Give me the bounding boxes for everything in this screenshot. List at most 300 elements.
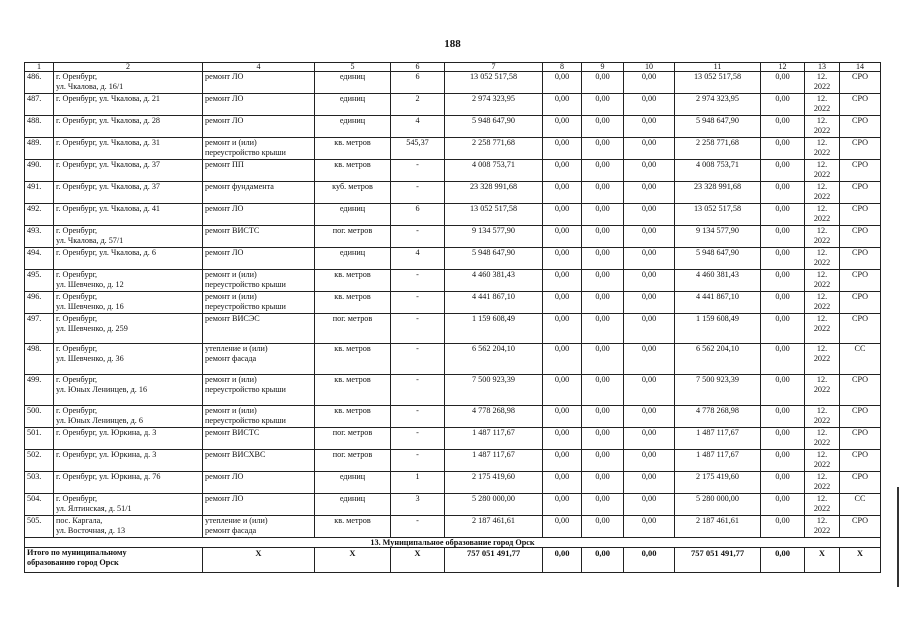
table-row [25,226,881,248]
address-cell: г. Оренбург, ул. Шевченко, д. 16 [54,292,203,314]
completion-month: 12. [816,248,828,257]
quantity-cell: 4 [391,248,445,270]
fund-cell: 0,00 [624,226,675,248]
address-cell: г. Оренбург, ул. Чкалова, д. 16/1 [54,72,203,94]
funding-method-cell: СРО [840,226,881,248]
fund-cell: 0,00 [543,160,582,182]
fund-cell: 0,00 [624,248,675,270]
fund-cell: 0,00 [582,226,624,248]
column-header: 12 [761,63,805,72]
total-cost-cell: 6 562 204,10 [445,344,543,375]
total-fund: 0,00 [624,548,675,573]
row-number: 491. [25,182,54,204]
completion-year: 2022 [813,170,831,179]
completion-year: 2022 [813,526,831,535]
unit-cell: единиц [315,94,391,116]
row-number: 487. [25,94,54,116]
work-type-cell: ремонт и (или) переустройство крыши [203,270,315,292]
fund-cell: 0,00 [582,428,624,450]
fund-cell: 0,00 [761,375,805,406]
total-cost-cell: 2 187 461,61 [445,516,543,538]
table-row [25,160,881,182]
fund-cell: 0,00 [761,72,805,94]
completion-month: 12. [816,160,828,169]
funding-method-cell: СРО [840,516,881,538]
total-row [25,548,881,573]
total-cost-cell: 13 052 517,58 [445,204,543,226]
fund-cell: 0,00 [582,450,624,472]
x-mark: Х [840,548,881,573]
completion-month: 12. [816,72,828,81]
regional-fund-cell: 6 562 204,10 [675,344,761,375]
fund-cell: 0,00 [543,428,582,450]
table-row [25,72,881,94]
funding-method-cell: СРО [840,138,881,160]
quantity-cell: - [391,270,445,292]
regional-fund-cell: 2 187 461,61 [675,516,761,538]
fund-cell: 0,00 [582,406,624,428]
unit-cell: единиц [315,116,391,138]
address-cell: г. Оренбург, ул. Чкалова, д. 37 [54,182,203,204]
quantity-cell: 6 [391,204,445,226]
total-cost-cell: 5 948 647,90 [445,248,543,270]
table-row [25,138,881,160]
work-type-cell: ремонт и (или) переустройство крыши [203,406,315,428]
completion-date-cell [805,72,840,94]
total-cost-cell: 4 441 867,10 [445,292,543,314]
quantity-cell: - [391,450,445,472]
total-cost-cell: 4 460 381,43 [445,270,543,292]
row-number: 490. [25,160,54,182]
work-type-cell: ремонт ЛО [203,494,315,516]
work-type-cell: утепление и (или) ремонт фасада [203,344,315,375]
regional-fund-cell: 13 052 517,58 [675,72,761,94]
fund-cell: 0,00 [543,116,582,138]
fund-cell: 0,00 [761,494,805,516]
completion-date-cell [805,270,840,292]
completion-month: 12. [816,182,828,191]
x-mark: Х [391,548,445,573]
fund-cell: 0,00 [543,204,582,226]
unit-cell: единиц [315,72,391,94]
quantity-cell: - [391,314,445,344]
total-cost-cell: 5 280 000,00 [445,494,543,516]
quantity-cell: - [391,226,445,248]
table-row [25,204,881,226]
address-cell: г. Оренбург, ул. Юркина, д. 76 [54,472,203,494]
funding-method-cell: СРО [840,428,881,450]
fund-cell: 0,00 [543,494,582,516]
fund-cell: 0,00 [543,292,582,314]
total-cost-cell: 13 052 517,58 [445,72,543,94]
table-row [25,182,881,204]
funding-method-cell: СРО [840,94,881,116]
fund-cell: 0,00 [582,182,624,204]
row-number: 489. [25,138,54,160]
quantity-cell: 1 [391,472,445,494]
completion-year: 2022 [813,302,831,311]
regional-fund-cell: 4 460 381,43 [675,270,761,292]
row-number: 502. [25,450,54,472]
column-number-row [25,63,881,72]
completion-year: 2022 [813,416,831,425]
completion-date-cell [805,375,840,406]
unit-cell: куб. метров [315,182,391,204]
fund-cell: 0,00 [582,94,624,116]
funding-method-cell: СРО [840,375,881,406]
unit-cell: пог. метров [315,226,391,248]
funding-method-cell: СРО [840,406,881,428]
table-row [25,406,881,428]
work-type-cell: ремонт фундамента [203,182,315,204]
completion-date-cell [805,406,840,428]
grand-total-regional: 757 051 491,77 [675,548,761,573]
fund-cell: 0,00 [761,226,805,248]
funding-method-cell: СРО [840,270,881,292]
fund-cell: 0,00 [761,182,805,204]
fund-cell: 0,00 [761,270,805,292]
fund-cell: 0,00 [761,428,805,450]
row-number: 486. [25,72,54,94]
funding-method-cell: СРО [840,72,881,94]
work-type-cell: ремонт ВИСТС [203,428,315,450]
unit-cell: кв. метров [315,406,391,428]
quantity-cell: 2 [391,94,445,116]
regional-fund-cell: 4 778 268,98 [675,406,761,428]
funding-method-cell: СС [840,494,881,516]
total-label: Итого по муниципальному образованию город Орск [25,548,203,573]
fund-cell: 0,00 [624,94,675,116]
funding-method-cell: СРО [840,204,881,226]
row-number: 505. [25,516,54,538]
quantity-cell: - [391,344,445,375]
fund-cell: 0,00 [761,516,805,538]
completion-year: 2022 [813,354,831,363]
address-cell: г. Оренбург, ул. Юркина, д. 3 [54,450,203,472]
fund-cell: 0,00 [582,160,624,182]
row-number: 500. [25,406,54,428]
unit-cell: единиц [315,204,391,226]
table-row [25,472,881,494]
completion-month: 12. [816,472,828,481]
fund-cell: 0,00 [543,182,582,204]
fund-cell: 0,00 [624,494,675,516]
regional-fund-cell: 4 008 753,71 [675,160,761,182]
regional-fund-cell: 4 441 867,10 [675,292,761,314]
x-mark: Х [203,548,315,573]
funding-method-cell: СС [840,344,881,375]
fund-cell: 0,00 [624,406,675,428]
unit-cell: кв. метров [315,516,391,538]
row-number: 493. [25,226,54,248]
completion-date-cell [805,428,840,450]
completion-date-cell [805,204,840,226]
fund-cell: 0,00 [582,204,624,226]
work-type-cell: ремонт ЛО [203,116,315,138]
address-cell: г. Оренбург, ул. Чкалова, д. 28 [54,116,203,138]
quantity-cell: 4 [391,116,445,138]
unit-cell: кв. метров [315,375,391,406]
fund-cell: 0,00 [761,344,805,375]
work-type-cell: ремонт и (или) переустройство крыши [203,375,315,406]
completion-date-cell [805,314,840,344]
address-cell: г. Оренбург, ул. Чкалова, д. 41 [54,204,203,226]
unit-cell: пог. метров [315,314,391,344]
completion-date-cell [805,160,840,182]
total-cost-cell: 1 487 117,67 [445,450,543,472]
address-cell: г. Оренбург, ул. Ялтинская, д. 51/1 [54,494,203,516]
funding-method-cell: СРО [840,450,881,472]
fund-cell: 0,00 [582,138,624,160]
quantity-cell: - [391,375,445,406]
column-header: 10 [624,63,675,72]
completion-date-cell [805,450,840,472]
total-cost-cell: 1 487 117,67 [445,428,543,450]
completion-year: 2022 [813,385,831,394]
fund-cell: 0,00 [624,428,675,450]
total-fund: 0,00 [582,548,624,573]
total-cost-cell: 4 008 753,71 [445,160,543,182]
completion-date-cell [805,248,840,270]
fund-cell: 0,00 [543,472,582,494]
completion-month: 12. [816,450,828,459]
fund-cell: 0,00 [582,472,624,494]
completion-year: 2022 [813,258,831,267]
fund-cell: 0,00 [543,138,582,160]
work-type-cell: ремонт ЛО [203,248,315,270]
row-number: 497. [25,314,54,344]
completion-month: 12. [816,138,828,147]
regional-fund-cell: 1 487 117,67 [675,428,761,450]
fund-cell: 0,00 [624,138,675,160]
funding-method-cell: СРО [840,182,881,204]
quantity-cell: 545,37 [391,138,445,160]
page-number: 188 [444,38,461,50]
row-number: 504. [25,494,54,516]
completion-date-cell [805,94,840,116]
table-row [25,292,881,314]
capital-repair-table [24,62,881,573]
fund-cell: 0,00 [761,292,805,314]
unit-cell: пог. метров [315,450,391,472]
address-cell: г. Оренбург, ул. Шевченко, д. 259 [54,314,203,344]
total-cost-cell: 1 159 608,49 [445,314,543,344]
row-number: 501. [25,428,54,450]
fund-cell: 0,00 [543,375,582,406]
fund-cell: 0,00 [624,450,675,472]
fund-cell: 0,00 [582,494,624,516]
completion-year: 2022 [813,214,831,223]
address-cell: пос. Каргала, ул. Восточная, д. 13 [54,516,203,538]
completion-date-cell [805,516,840,538]
completion-date-cell [805,138,840,160]
completion-year: 2022 [813,126,831,135]
quantity-cell: - [391,160,445,182]
regional-fund-cell: 7 500 923,39 [675,375,761,406]
total-cost-cell: 7 500 923,39 [445,375,543,406]
column-header: 1 [25,63,54,72]
column-header: 8 [543,63,582,72]
fund-cell: 0,00 [761,450,805,472]
completion-year: 2022 [813,82,831,91]
fund-cell: 0,00 [624,314,675,344]
fund-cell: 0,00 [543,248,582,270]
address-cell: г. Оренбург, ул. Чкалова, д. 57/1 [54,226,203,248]
fund-cell: 0,00 [761,204,805,226]
total-cost-cell: 23 328 991,68 [445,182,543,204]
completion-year: 2022 [813,438,831,447]
completion-month: 12. [816,94,828,103]
quantity-cell: - [391,516,445,538]
unit-cell: кв. метров [315,344,391,375]
address-cell: г. Оренбург, ул. Чкалова, д. 31 [54,138,203,160]
fund-cell: 0,00 [624,116,675,138]
fund-cell: 0,00 [582,375,624,406]
table-row [25,375,881,406]
column-header: 4 [203,63,315,72]
completion-year: 2022 [813,482,831,491]
completion-date-cell [805,116,840,138]
column-header: 7 [445,63,543,72]
unit-cell: кв. метров [315,270,391,292]
address-cell: г. Оренбург, ул. Юркина, д. 3 [54,428,203,450]
completion-date-cell [805,182,840,204]
grand-total: 757 051 491,77 [445,548,543,573]
row-number: 499. [25,375,54,406]
section-title-row [25,538,881,548]
work-type-cell: ремонт и (или) переустройство крыши [203,138,315,160]
work-type-cell: ремонт ЛО [203,472,315,494]
completion-date-cell [805,292,840,314]
completion-year: 2022 [813,280,831,289]
funding-method-cell: СРО [840,314,881,344]
regional-fund-cell: 1 159 608,49 [675,314,761,344]
completion-year: 2022 [813,236,831,245]
funding-method-cell: СРО [840,472,881,494]
column-header: 14 [840,63,881,72]
fund-cell: 0,00 [543,314,582,344]
fund-cell: 0,00 [761,94,805,116]
work-type-cell: ремонт ЛО [203,204,315,226]
work-type-cell: ремонт ЛО [203,72,315,94]
completion-month: 12. [816,494,828,503]
fund-cell: 0,00 [761,472,805,494]
regional-fund-cell: 5 948 647,90 [675,248,761,270]
row-number: 488. [25,116,54,138]
address-cell: г. Оренбург, ул. Шевченко, д. 36 [54,344,203,375]
completion-year: 2022 [813,324,831,333]
fund-cell: 0,00 [582,292,624,314]
address-cell: г. Оренбург, ул. Юных Ленинцев, д. 16 [54,375,203,406]
address-cell: г. Оренбург, ул. Шевченко, д. 12 [54,270,203,292]
section-title: 13. Муниципальное образование город Орск [25,538,881,548]
completion-date-cell [805,226,840,248]
completion-date-cell [805,472,840,494]
fund-cell: 0,00 [624,204,675,226]
completion-date-cell [805,494,840,516]
row-number: 494. [25,248,54,270]
unit-cell: кв. метров [315,292,391,314]
completion-year: 2022 [813,192,831,201]
fund-cell: 0,00 [761,248,805,270]
total-cost-cell: 9 134 577,90 [445,226,543,248]
column-header: 5 [315,63,391,72]
quantity-cell: - [391,406,445,428]
completion-month: 12. [816,116,828,125]
fund-cell: 0,00 [543,450,582,472]
total-cost-cell: 2 258 771,68 [445,138,543,160]
completion-year: 2022 [813,148,831,157]
table-row [25,270,881,292]
unit-cell: пог. метров [315,428,391,450]
regional-fund-cell: 2 258 771,68 [675,138,761,160]
fund-cell: 0,00 [624,270,675,292]
table-row [25,494,881,516]
table-row [25,428,881,450]
fund-cell: 0,00 [543,344,582,375]
fund-cell: 0,00 [761,138,805,160]
completion-date-cell [805,344,840,375]
regional-fund-cell: 9 134 577,90 [675,226,761,248]
fund-cell: 0,00 [624,375,675,406]
binder-edge-line [897,487,899,587]
completion-month: 12. [816,516,828,525]
table-body [25,63,881,573]
fund-cell: 0,00 [543,406,582,428]
table-row [25,314,881,344]
completion-month: 12. [816,270,828,279]
fund-cell: 0,00 [624,182,675,204]
fund-cell: 0,00 [624,72,675,94]
total-fund: 0,00 [543,548,582,573]
table-row [25,450,881,472]
completion-year: 2022 [813,104,831,113]
row-number: 495. [25,270,54,292]
unit-cell: единиц [315,494,391,516]
quantity-cell: 3 [391,494,445,516]
column-header: 11 [675,63,761,72]
work-type-cell: ремонт ВИСЭС [203,314,315,344]
funding-method-cell: СРО [840,248,881,270]
fund-cell: 0,00 [624,516,675,538]
fund-cell: 0,00 [582,270,624,292]
fund-cell: 0,00 [624,472,675,494]
address-cell: г. Оренбург, ул. Чкалова, д. 6 [54,248,203,270]
fund-cell: 0,00 [761,406,805,428]
funding-method-cell: СРО [840,292,881,314]
fund-cell: 0,00 [543,516,582,538]
table-row [25,248,881,270]
regional-fund-cell: 2 175 419,60 [675,472,761,494]
work-type-cell: утепление и (или) ремонт фасада [203,516,315,538]
total-cost-cell: 2 175 419,60 [445,472,543,494]
fund-cell: 0,00 [761,116,805,138]
completion-year: 2022 [813,460,831,469]
column-header: 6 [391,63,445,72]
table-row [25,94,881,116]
column-header: 9 [582,63,624,72]
row-number: 503. [25,472,54,494]
unit-cell: единиц [315,472,391,494]
regional-fund-cell: 13 052 517,58 [675,204,761,226]
quantity-cell: 6 [391,72,445,94]
unit-cell: кв. метров [315,138,391,160]
row-number: 496. [25,292,54,314]
total-cost-cell: 2 974 323,95 [445,94,543,116]
table-row [25,116,881,138]
work-type-cell: ремонт ЛО [203,94,315,116]
total-cost-cell: 5 948 647,90 [445,116,543,138]
